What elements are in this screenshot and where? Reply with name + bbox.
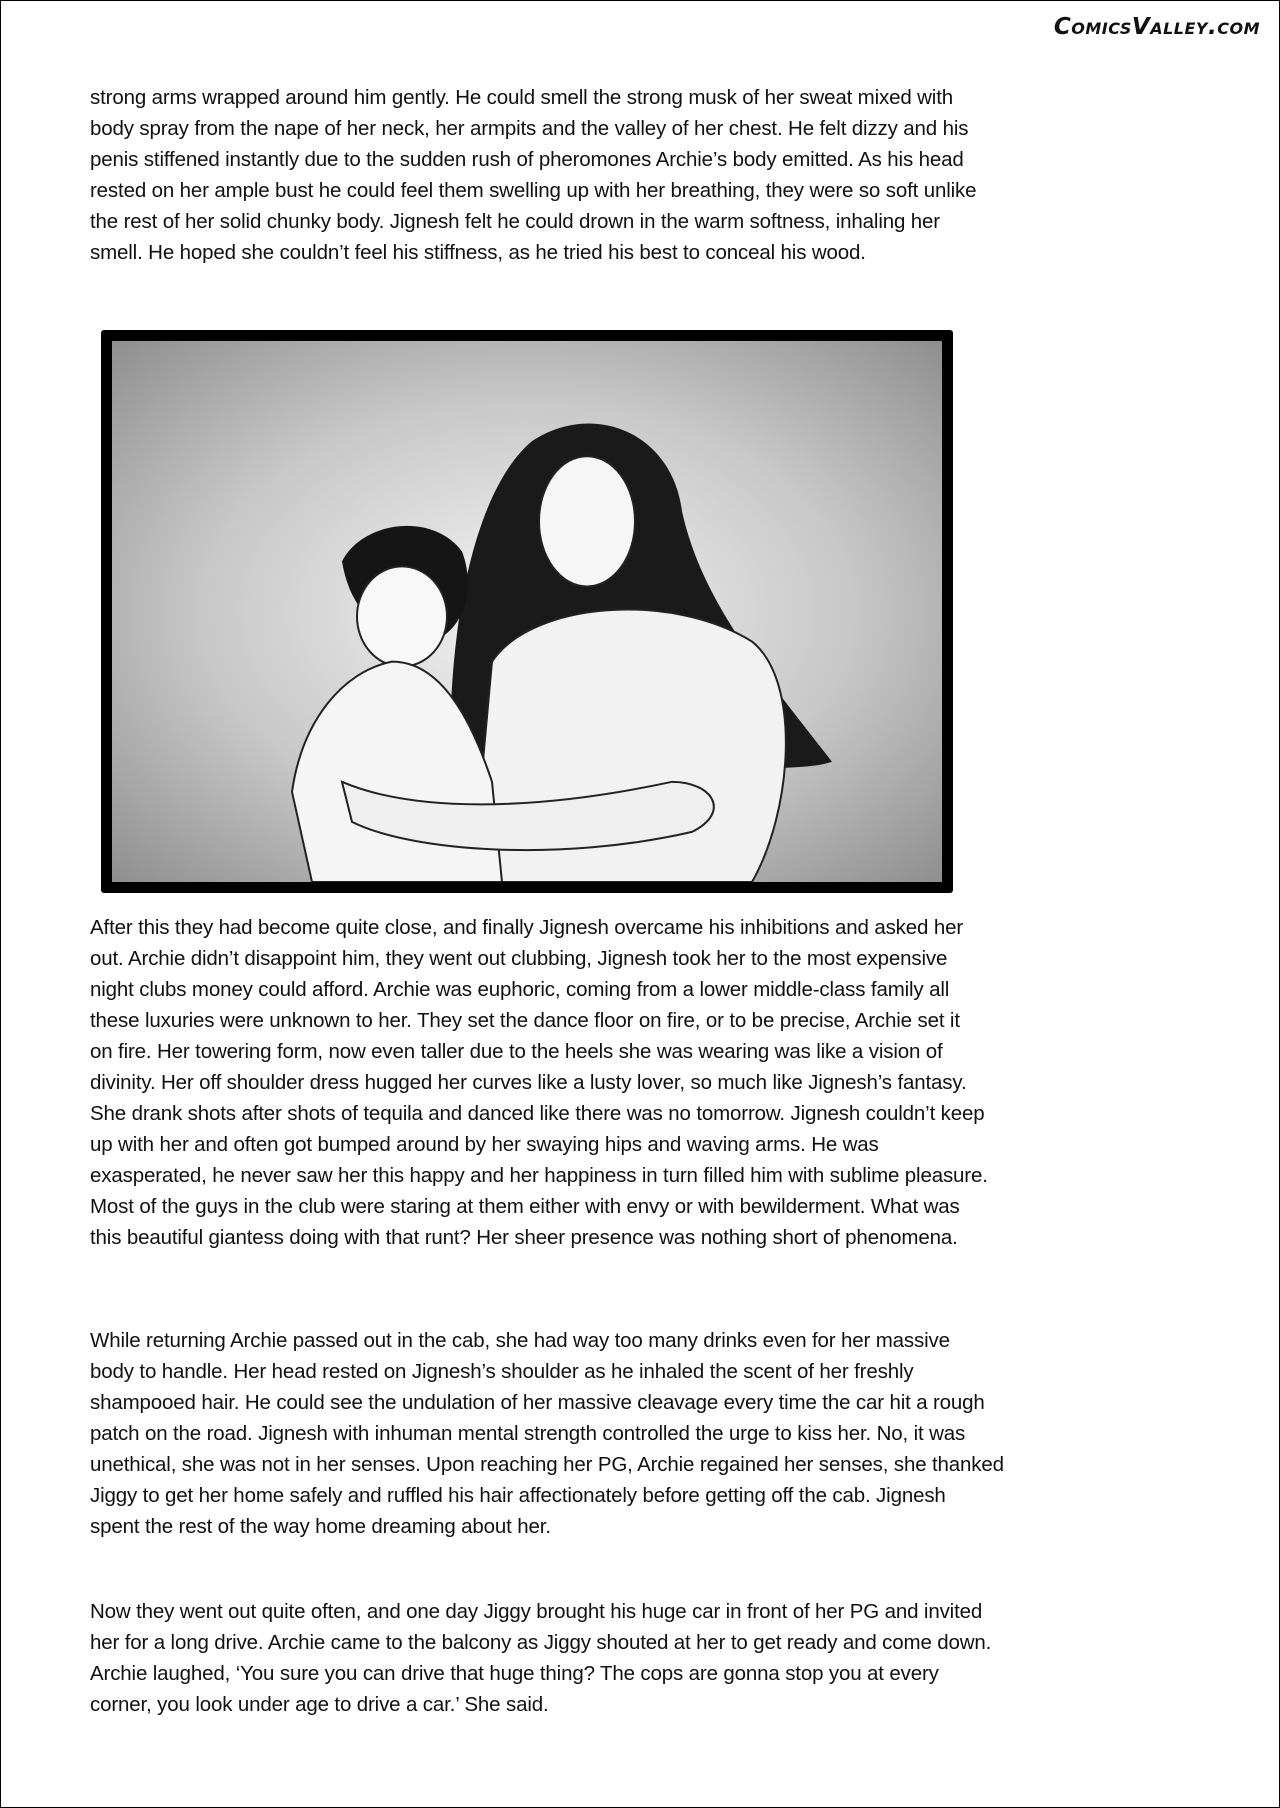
text-line: this beautiful giantess doing with that runt? Her sheer presence was nothing short of phenomena.: [90, 1226, 958, 1249]
text-line: Most of the guys in the club were staring at them either with envy or with bewilderment. What was: [90, 1195, 960, 1218]
text-line: exasperated, he never saw her this happy and her happiness in turn filled him with sublime pleasure.: [90, 1164, 988, 1187]
text-line: Archie laughed, ‘You sure you can drive that huge thing? The cops are gonna stop you at every: [90, 1662, 939, 1685]
text-line: After this they had become quite close, and finally Jignesh overcame his inhibitions and asked her: [90, 916, 964, 939]
illustration-hug: [112, 341, 942, 882]
text-line: unethical, she was not in her senses. Upon reaching her PG, Archie regained her senses, she thanked: [90, 1453, 1004, 1476]
paragraph-4: [90, 1596, 991, 1720]
text-line: shampooed hair. He could see the undulation of her massive cleavage every time the car hit a rough: [90, 1391, 985, 1414]
text-line: She drank shots after shots of tequila and danced like there was no tomorrow. Jignesh couldn’t keep: [90, 1102, 985, 1125]
paragraph-1: [90, 82, 976, 268]
text-line: the rest of her solid chunky body. Jignesh felt he could drown in the warm softness, inhaling her: [90, 210, 940, 233]
text-line: spent the rest of the way home dreaming about her.: [90, 1515, 551, 1538]
text-line: up with her and often got bumped around by her swaying hips and waving arms. He was: [90, 1133, 879, 1156]
text-line: patch on the road. Jignesh with inhuman mental strength controlled the urge to kiss her. No, it was: [90, 1422, 966, 1445]
text-line: corner, you look under age to drive a car.’ She said.: [90, 1693, 549, 1716]
text-line: smell. He hoped she couldn’t feel his stiffness, as he tried his best to conceal his wood.: [90, 241, 866, 264]
paragraph-2: [90, 912, 988, 1253]
text-line: rested on her ample bust he could feel them swelling up with her breathing, they were so soft unlike: [90, 179, 977, 202]
text-line: penis stiffened instantly due to the sudden rush of pheromones Archie’s body emitted. As his head: [90, 148, 964, 171]
text-line: strong arms wrapped around him gently. He could smell the strong musk of her sweat mixed with: [90, 86, 954, 109]
text-line: these luxuries were unknown to her. They set the dance floor on fire, or to be precise, Archie set it: [90, 1009, 960, 1032]
text-line: her for a long drive. Archie came to the balcony as Jiggy shouted at her to get ready and come down.: [90, 1631, 992, 1654]
text-line: on fire. Her towering form, now even taller due to the heels she was wearing was like a vision of: [90, 1040, 943, 1063]
site-logo: ComicsValley.com: [1053, 14, 1260, 40]
paragraph-3: [90, 1325, 1004, 1542]
text-line: night clubs money could afford. Archie was euphoric, coming from a lower middle-class family all: [90, 978, 950, 1001]
illustration-panel: [101, 330, 953, 893]
text-line: body spray from the nape of her neck, her armpits and the valley of her chest. He felt dizzy and his: [90, 117, 969, 140]
text-line: Jiggy to get her home safely and ruffled his hair affectionately before getting off the cab. Jignesh: [90, 1484, 946, 1507]
text-line: divinity. Her off shoulder dress hugged her curves like a lusty lover, so much like Jignesh’s fantasy.: [90, 1071, 967, 1094]
text-line: out. Archie didn’t disappoint him, they went out clubbing, Jignesh took her to the most expensive: [90, 947, 948, 970]
text-line: body to handle. Her head rested on Jignesh’s shoulder as he inhaled the scent of her freshly: [90, 1360, 914, 1383]
text-line: While returning Archie passed out in the cab, she had way too many drinks even for her massive: [90, 1329, 950, 1352]
text-line: Now they went out quite often, and one day Jiggy brought his huge car in front of her PG and invited: [90, 1600, 983, 1623]
